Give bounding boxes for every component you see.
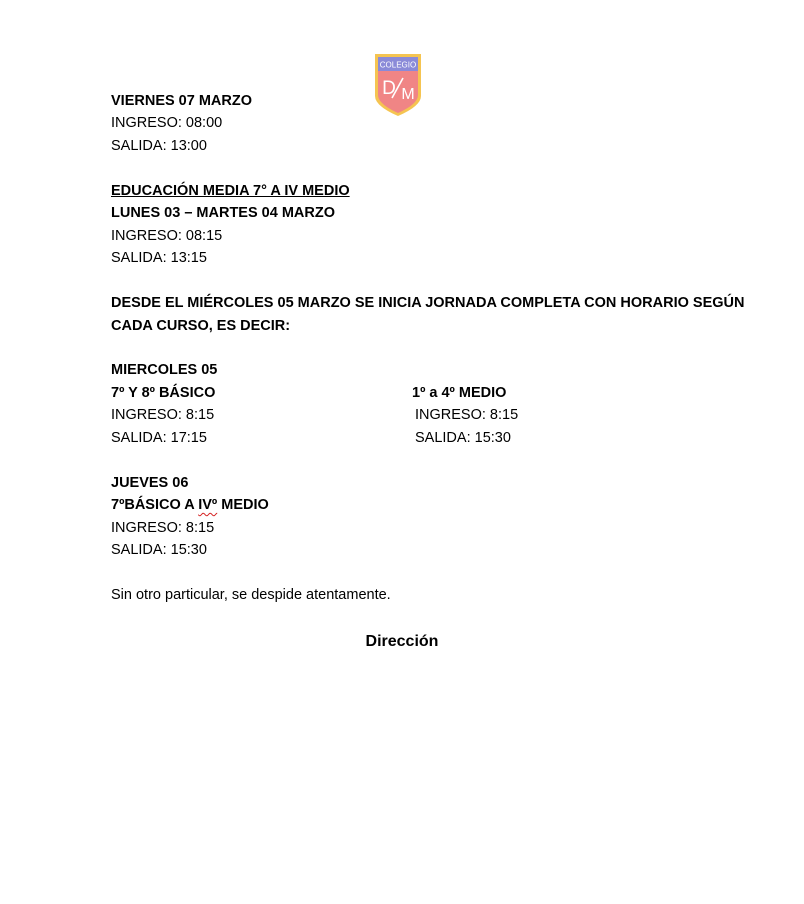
miercoles-left-ingreso: INGRESO: 8:15 [111,407,215,423]
spellcheck-flagged-word[interactable]: IVº [198,497,218,513]
viernes-title: VIERNES 07 MARZO [111,93,252,109]
jueves-group-suffix: MEDIO [217,497,269,513]
media-heading: EDUCACIÓN MEDIA 7° A IV MEDIO [111,183,350,199]
media-salida: SALIDA: 13:15 [111,250,207,266]
school-crest-icon [373,52,423,118]
miercoles-left-group: 7º Y 8º BÁSICO [111,385,216,401]
logo-monogram-right: M [401,86,415,103]
school-logo [373,52,423,118]
jueves-group-prefix: 7ºBÁSICO A [111,497,199,513]
miercoles-right-salida: SALIDA: 15:30 [415,430,511,446]
jueves-title: JUEVES 06 [111,475,189,491]
jueves-ingreso: INGRESO: 8:15 [111,520,215,536]
media-dates: LUNES 03 – MARTES 04 MARZO [111,205,335,221]
miercoles-left-salida: SALIDA: 17:15 [111,430,207,446]
signature: Dirección [365,633,439,650]
jueves-group [111,496,269,514]
notice-line-1: DESDE EL MIÉRCOLES 05 MARZO SE INICIA JORNADA COMPLETA CON HORARIO SEGÚN [111,295,745,311]
logo-top-text: COLEGIO [379,60,417,70]
jueves-salida: SALIDA: 15:30 [111,542,207,558]
miercoles-right-group: 1º a 4º MEDIO [412,385,507,401]
miercoles-right-ingreso: INGRESO: 8:15 [415,407,519,423]
notice-line-2: CADA CURSO, ES DECIR: [111,318,291,334]
logo-monogram-left: D [382,78,396,99]
media-ingreso: INGRESO: 08:15 [111,228,223,244]
viernes-ingreso: INGRESO: 08:00 [111,115,223,131]
closing-text: Sin otro particular, se despide atentamente. [111,587,391,603]
viernes-salida: SALIDA: 13:00 [111,138,207,154]
miercoles-title: MIERCOLES 05 [111,362,218,378]
